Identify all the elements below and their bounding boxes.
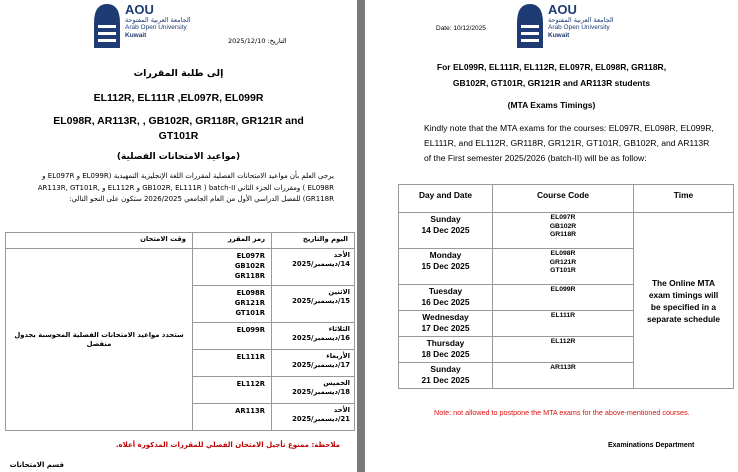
table-row: [6, 249, 355, 286]
row-date: 21 Dec 2025: [421, 375, 470, 385]
row-date: 14 Dec 2025: [421, 225, 470, 235]
row-date: 17 Dec 2025: [421, 323, 470, 333]
arabic-greeting: إلى طلبة المقررات: [133, 68, 224, 79]
row-code: GB102R: [549, 222, 577, 230]
english-note: Note: not allowed to postpone the MTA exams for the above-mentioned courses.: [434, 408, 690, 417]
english-body: Kindly note that the MTA exams for the courses: EL097R, EL098R, EL099R, EL111R, and EL112R, GR118R, GR121R, GT101R, GB102R, and AR113R of the First semester 2025/2026 (batch-II) will be as follow:: [424, 123, 714, 163]
row-code: GR118R: [549, 231, 577, 238]
row-day: Thursday: [426, 338, 465, 348]
row-day: الأحد: [333, 406, 350, 414]
row-code: AR113R: [235, 407, 265, 415]
aou-logo: [93, 3, 191, 49]
row-day: الأربعاء: [326, 352, 350, 360]
arabic-courses-line1: EL112R, EL111R ,EL097R, EL099R: [93, 92, 264, 104]
arabic-page: [0, 0, 357, 472]
header-course-code: Course Code: [493, 185, 634, 213]
logo-arabic-name: الجامعة العربية المفتوحة: [548, 16, 614, 24]
english-time-note: The Online MTA exam timings will be specified in a separate schedule: [646, 277, 721, 324]
row-date: 16/ديسمبر/2025: [292, 333, 350, 342]
arabic-subject: (مواعيد الامتحانات الفصلية): [116, 152, 241, 162]
header-day-date: اليوم والتاريخ: [272, 233, 355, 249]
row-date: 18/ديسمبر/2025: [292, 387, 350, 396]
english-heading-line1: For EL099R, EL111R, EL112R, EL097R, EL098R, GR118R,: [436, 62, 667, 72]
row-day: الثلاثاء: [328, 325, 350, 333]
row-code: EL098R: [550, 250, 576, 257]
logo-english-name: Arab Open University: [125, 24, 187, 31]
row-date: 16 Dec 2025: [421, 297, 470, 307]
row-code: EL111R: [236, 353, 265, 361]
english-heading-line2: GB102R, GT101R, GR121R and AR113R students: [452, 78, 651, 88]
row-day: الأحد: [333, 251, 350, 259]
row-code: EL112R: [236, 380, 265, 388]
table-header-row: [399, 185, 734, 213]
arabic-courses-line2: EL098R, AR113R, , GB102R, GR118R, GR121R and: [53, 115, 304, 127]
english-subject: (MTA Exams Timings): [507, 100, 596, 110]
logo-country: Kuwait: [125, 32, 147, 39]
logo-arabic-name: الجامعة العربية المفتوحة: [125, 16, 191, 24]
row-code: AR113R: [550, 364, 576, 371]
row-code: EL112R: [550, 338, 576, 345]
row-day: الخميس: [323, 379, 350, 387]
row-day: Sunday: [430, 214, 461, 224]
row-day: Sunday: [430, 364, 461, 374]
arabic-courses-line3: GT101R: [158, 130, 199, 142]
row-code: GR121R: [549, 258, 577, 266]
aou-emblem-icon: [93, 3, 121, 49]
row-date: 15/ديسمبر/2025: [292, 296, 350, 305]
row-code: EL097R: [236, 252, 265, 260]
row-date: 14/ديسمبر/2025: [292, 259, 350, 268]
header-exam-time: وقت الامتحان: [6, 233, 193, 249]
row-day: Wednesday: [422, 312, 469, 322]
row-code: GB102R: [234, 262, 265, 270]
row-code: GR118R: [234, 272, 265, 280]
row-date: 17/ديسمبر/2025: [292, 360, 350, 369]
row-day: الاثنين: [328, 288, 350, 296]
logo-country: Kuwait: [548, 32, 570, 39]
logo-abbr: AOU: [125, 2, 154, 17]
arabic-schedule-table: [5, 232, 355, 431]
english-page: [365, 0, 738, 472]
arabic-body: يرجى العلم بأن مواعيد الامتحانات الفصلية لمقررات اللغة الإنجليزية التمهيدية (EL099R و EL097R و EL098R ) ومقررات الجزء الثاني batch-II ( GB102R, EL111R و EL112R و AR113R, GT101R, GR118R) للفصل الدراسي الأول من العام الجامعي 2026/2025 ستكون على النحو التالي:: [37, 172, 334, 203]
header-course-code: رمز المقرر: [193, 233, 272, 249]
logo-abbr: AOU: [548, 2, 577, 17]
row-code: EL099R: [236, 326, 265, 334]
row-day: Tuesday: [428, 286, 463, 296]
row-code: GT101R: [235, 309, 265, 317]
header-time: Time: [634, 185, 734, 213]
row-date: 18 Dec 2025: [421, 349, 470, 359]
row-date: 15 Dec 2025: [421, 261, 470, 271]
english-date: Date: 10/12/2025: [436, 25, 486, 32]
aou-emblem-icon: [516, 3, 544, 49]
logo-english-name: Arab Open University: [548, 24, 610, 31]
row-code: GT101R: [550, 267, 576, 274]
row-code: EL098R: [236, 289, 265, 297]
arabic-time-note: ستحدد مواعيد الامتحانات الفصلية المحوسبة بجدول منفصل: [14, 330, 184, 348]
english-schedule-table: [398, 184, 734, 389]
arabic-signature: قسم الامتحانات: [9, 461, 64, 469]
english-signature: Examinations Department: [608, 442, 695, 449]
row-day: Monday: [429, 250, 462, 260]
row-code: EL099R: [550, 286, 576, 293]
row-code: EL097R: [550, 214, 576, 221]
row-code: GR121R: [234, 299, 265, 307]
table-row: [399, 213, 734, 249]
arabic-date: 2025/12/10 :التاريخ: [228, 37, 287, 45]
table-header-row: [6, 233, 355, 249]
row-code: EL111R: [550, 312, 576, 319]
aou-logo: [516, 3, 614, 49]
arabic-note: ملاحظة: ممنوع تأجيل الامتحان الفصلي للمقررات المذكورة أعلاه.: [115, 441, 340, 449]
header-day-date: Day and Date: [399, 185, 493, 213]
row-date: 21/ديسمبر/2025: [292, 414, 350, 423]
